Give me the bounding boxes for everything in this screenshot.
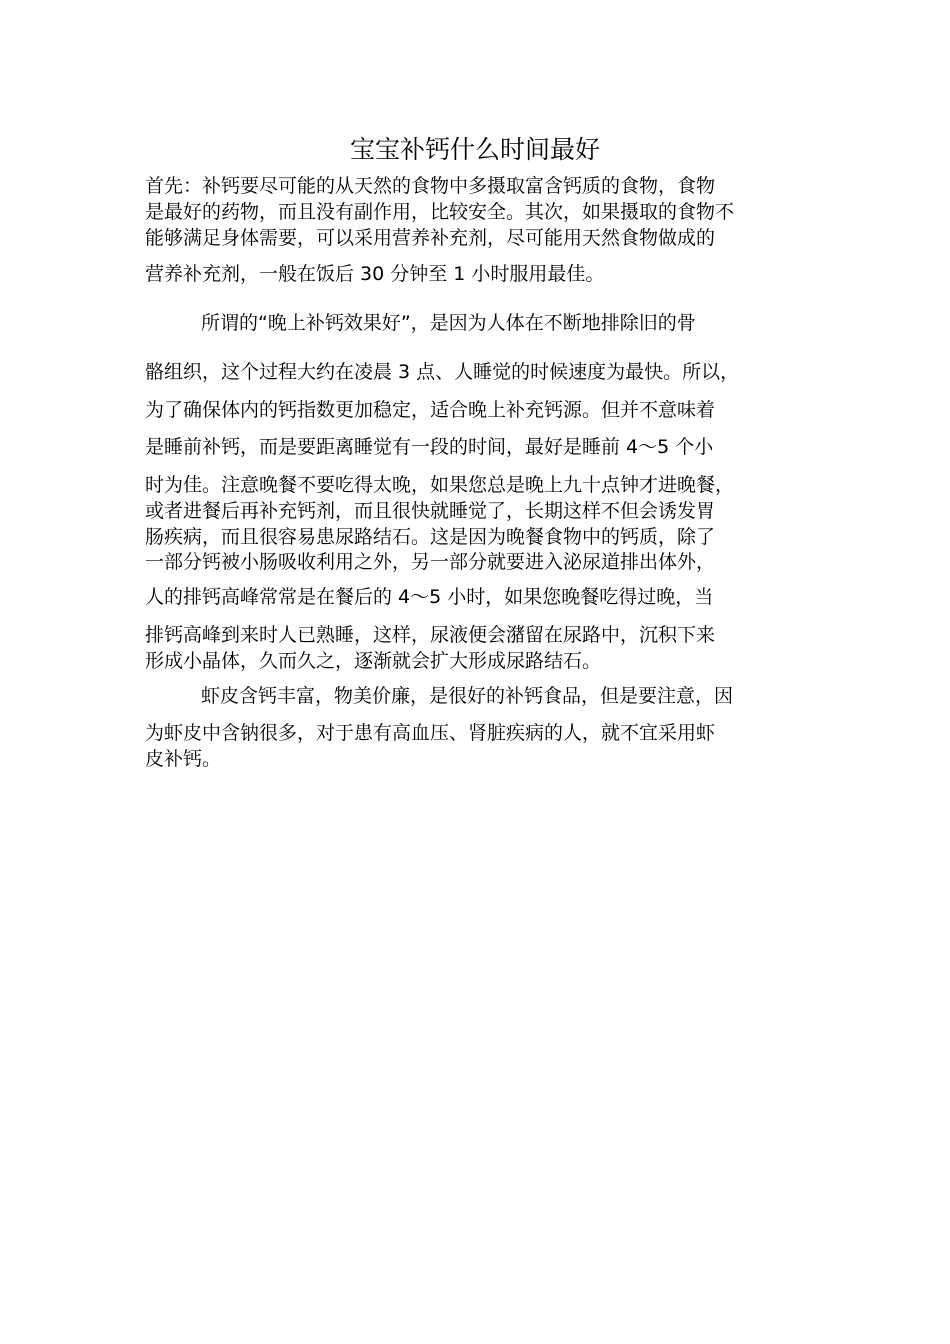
document-title: 宝宝补钙什么时间最好 [349, 135, 600, 164]
paragraph-line: 形成小晶体，久而久之，逐渐就会扩大形成尿路结石。 [145, 650, 602, 672]
paragraph-line: 时为佳。注意晚餐不要吃得太晚，如果您总是晚上九十点钟才进晚餐， [145, 474, 735, 496]
paragraph-line: 虾皮含钙丰富，物美价廉，是很好的补钙食品，但是要注意，因 [201, 685, 734, 707]
paragraph-line: 是最好的药物，而且没有副作用，比较安全。其次，如果摄取的食物不 [145, 201, 735, 223]
paragraph-line: 是睡前补钙，而是要距离睡觉有一段的时间，最好是睡前 4～5 个小 [145, 436, 714, 458]
paragraph-line: 肠疾病，而且很容易患尿路结石。这是因为晚餐食物中的钙质，除了 [145, 526, 716, 548]
paragraph-line: 一部分钙被小肠吸收利用之外，另一部分就要进入泌尿道排出体外， [145, 551, 716, 573]
paragraph-line: 排钙高峰到来时人已熟睡，这样，尿液便会潴留在尿路中，沉积下来 [145, 624, 716, 646]
paragraph-line: 或者进餐后再补充钙剂，而且很快就睡觉了，长期这样不但会诱发胃 [145, 500, 716, 522]
paragraph-line: 皮补钙。 [145, 748, 222, 770]
paragraph-line: 营养补充剂，一般在饭后 30 分钟至 1 小时服用最佳。 [145, 263, 605, 285]
paragraph-line: 人的排钙高峰常常是在餐后的 4～5 小时，如果您晚餐吃得过晚，当 [145, 586, 714, 608]
paragraph-line: 为虾皮中含钠很多，对于患有高血压、肾脏疾病的人，就不宜采用虾 [145, 722, 716, 744]
paragraph-line: 为了确保体内的钙指数更加稳定，适合晚上补充钙源。但并不意味着 [145, 399, 716, 421]
paragraph-line: 骼组织，这个过程大约在凌晨 3 点、人睡觉的时候速度为最快。所以， [145, 361, 740, 383]
paragraph-line: 首先：补钙要尽可能的从天然的食物中多摄取富含钙质的食物，食物 [145, 175, 716, 197]
paragraph-line: 能够满足身体需要，可以采用营养补充剂，尽可能用天然食物做成的 [145, 227, 716, 249]
paragraph-line: 所谓的“晚上补钙效果好”，是因为人体在不断地排除旧的骨 [201, 312, 696, 334]
